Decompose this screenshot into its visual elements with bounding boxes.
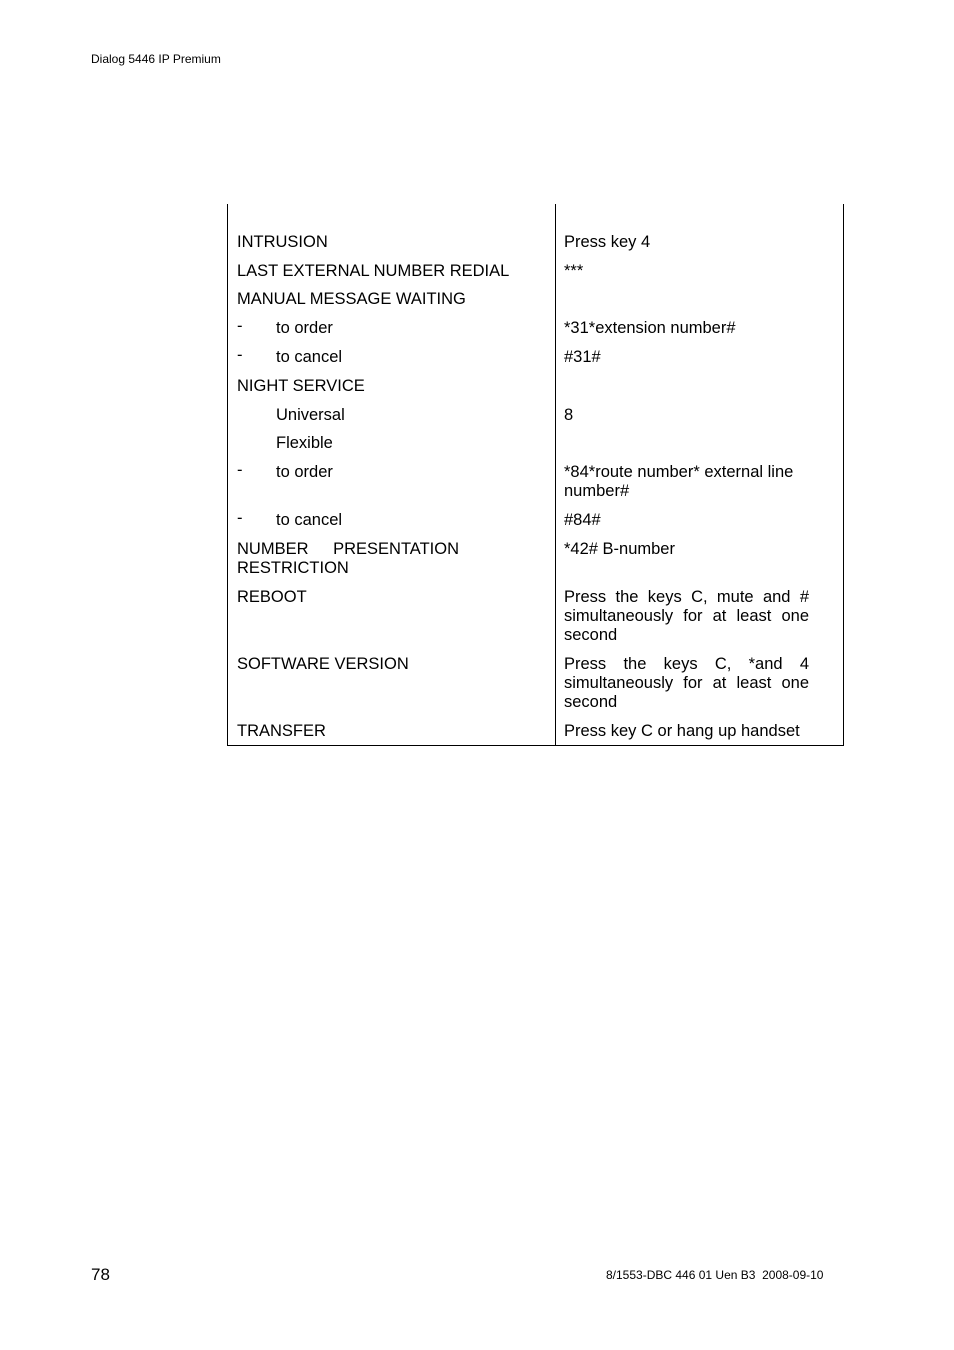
feature-sublabel: Flexible [276, 434, 333, 452]
feature-code: Press the keys C, *and 4 simultaneously for at least one second [564, 655, 809, 711]
feature-sublabel: to cancel [276, 348, 343, 366]
feature-code: #84# [564, 511, 601, 529]
dash-marker: - [237, 346, 243, 364]
dash-marker: - [237, 509, 243, 527]
feature-label: REBOOT [237, 588, 307, 606]
feature-code: *** [564, 262, 584, 280]
feature-code-table [227, 204, 844, 746]
feature-label: TRANSFER [237, 722, 326, 740]
feature-code: 8 [564, 406, 574, 424]
feature-label: MANUAL MESSAGE WAITING [237, 290, 466, 308]
column-divider [555, 204, 556, 745]
feature-label: INTRUSION [237, 233, 328, 251]
running-header: Dialog 5446 IP Premium [91, 52, 221, 66]
feature-code: Press key C or hang up handset [564, 722, 800, 740]
feature-sublabel: to order [276, 463, 333, 481]
feature-label: NUMBER PRESENTATION RESTRICTION [237, 540, 459, 577]
dash-marker: - [237, 317, 243, 335]
feature-code: *42# B-number [564, 540, 675, 558]
feature-sublabel: Universal [276, 406, 345, 424]
feature-sublabel: to cancel [276, 511, 343, 529]
page-number: 78 [91, 1265, 110, 1284]
feature-code: *84*route number* external line number# [564, 463, 794, 500]
feature-label: SOFTWARE VERSION [237, 655, 409, 673]
feature-label: NIGHT SERVICE [237, 377, 365, 395]
document-id: 8/1553-DBC 446 01 Uen B3 2008-09-10 [606, 1268, 824, 1282]
feature-code: #31# [564, 348, 601, 366]
feature-sublabel: to order [276, 319, 333, 337]
feature-code: Press key 4 [564, 233, 651, 251]
dash-marker: - [237, 461, 243, 479]
feature-code: *31*extension number# [564, 319, 736, 337]
feature-code: Press the keys C, mute and # simultaneously for at least one second [564, 588, 809, 644]
feature-label: LAST EXTERNAL NUMBER REDIAL [237, 262, 510, 280]
